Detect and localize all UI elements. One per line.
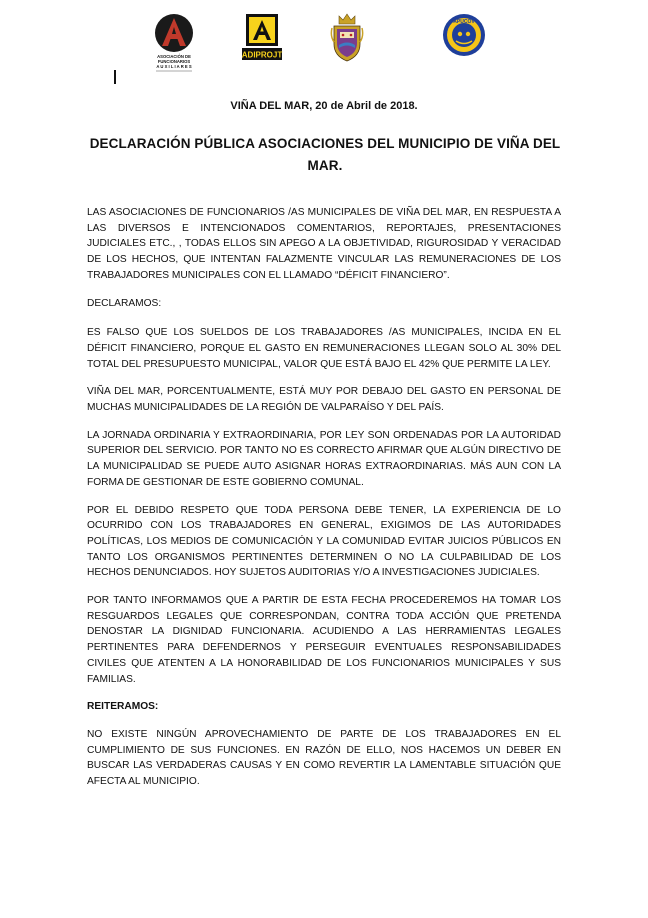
paragraph-jornada: LA JORNADA ORDINARIA Y EXTRAORDINARIA, POR LEY SON ORDENADAS POR LA AUTORIDAD SUPERIOR DEL SERVICIO. POR TANTO NO ES CORRECTO AFIRMAR QUE ALGÚN DIRECTIVO DE LA MUNICIPALIDAD SE PUEDE AUTO ASIGNAR HORAS EXTRAORDINARIAS. MÁS AUN CON LA FORMA DE GESTIONAR DE ESTE GOBIERNO COMUNAL. bbox=[87, 429, 561, 488]
text-cursor bbox=[114, 70, 116, 84]
logo-header bbox=[0, 12, 648, 78]
heading-declaramos: DECLARAMOS: bbox=[87, 297, 162, 309]
paragraph-conclusion: NO EXISTE NINGÚN APROVECHAMIENTO DE PARTE DE LOS TRABAJADORES EN EL CUMPLIMIENTO DE SUS FUNCIONES. EN RAZÓN DE ELLO, NOS HACEMOS UN DEBER EN BUSCAR LAS VERDADERAS CAUSAS Y EN COMO REVERTIR LA LAMENTABLE SITUACIÓN QUE AFECTA AL MUNICIPIO. bbox=[87, 728, 561, 788]
apucov-logo bbox=[442, 12, 486, 58]
document-body bbox=[87, 205, 561, 802]
adiproj-caption: ADIPROJT bbox=[241, 50, 283, 60]
paragraph-sueldos: ES FALSO QUE LOS SUELDOS DE LOS TRABAJADORES /AS MUNICIPALES, INCIDA EN EL DÉFICIT FINANCIERO, PORQUE EL GASTO EN REMUNERACIONES LLEGAN SOLO AL 30% DEL TOTAL DEL PRESUPUESTO MUNICIPAL, VALOR QUE ESTÁ BAJO EL 42% QUE PERMITE LA LEY. bbox=[87, 327, 561, 370]
asociacion-caption-line-1: ASOCIACIÓN DE bbox=[157, 54, 191, 59]
document-date: VIÑA DEL MAR, 20 de Abril de 2018. bbox=[230, 100, 418, 112]
document-title: DECLARACIÓN PÚBLICA ASOCIACIONES DEL MUNICIPIO DE VIÑA DEL MAR. bbox=[89, 136, 561, 173]
apucov-caption: APUCOV bbox=[453, 19, 475, 25]
paragraph-porcentual: VIÑA DEL MAR, PORCENTUALMENTE, ESTÁ MUY POR DEBAJO DEL GASTO EN PERSONAL DE MUCHAS MUNICIPALIDADES DE LA REGIÓN DE VALPARAÍSO Y DEL PAÍS. bbox=[87, 386, 561, 414]
heading-reiteramos: REITERAMOS: bbox=[87, 701, 159, 713]
paragraph-resguardos: POR TANTO INFORMAMOS QUE A PARTIR DE ESTA FECHA PROCEDEREMOS HA TOMAR LOS RESGUARDOS LEGALES QUE CORRESPONDAN, CONTRA TODA ACCIÓN QUE PRETENDA DENOSTAR LA DIGNIDAD FUNCIONARIA. ACUDIENDO A LAS HERRAMIENTAS LEGALES PERTINENTES PARA DEFENDERNOS Y PERSEGUIR EVENTUALES RESPONSABILIDADES CIVILES QUE ATENTEN A LA HONORABILIDAD DE LOS FUNCIONARIOS MUNICIPALES Y SUS FAMILIAS. bbox=[87, 595, 561, 685]
asociacion-caption-line-3: A U X I L I A R E S bbox=[156, 64, 192, 69]
coat-of-arms-icon bbox=[330, 12, 364, 64]
adiproj-logo bbox=[240, 12, 284, 62]
asociacion-caption-line-2: FUNCIONARIOS bbox=[157, 59, 191, 64]
paragraph-intro: LAS ASOCIACIONES DE FUNCIONARIOS /AS MUNICIPALES DE VIÑA DEL MAR, EN RESPUESTA A LAS DIVERSOS E INTENCIONADOS COMENTARIOS, REPORTAJES, PRESENTACIONES JUDICIALES ETC., , TODAS ELLOS SIN APEGO A LA OBJETIVIDAD, RIGUROSIDAD Y VERACIDAD DE LOS HECHOS, QUE INTENTAN FALAZMENTE VINCULAR LAS REMUNERACIONES DE LOS TRABAJADORES MUNICIPALES CON EL LLAMADO “DÉFICIT FINANCIERO”. bbox=[87, 207, 561, 281]
asociacion-funcionarios-logo bbox=[150, 12, 198, 74]
paragraph-respeto: POR EL DEBIDO RESPETO QUE TODA PERSONA DEBE TENER, LA EXPERIENCIA DE LO OCURRIDO CON LOS TRABAJADORES EN GENERAL, EXIGIMOS DE LAS AUTORIDADES POLÍTICAS, LOS MEDIOS DE COMUNICACIÓN Y LA COMUNIDAD EVITAR JUICIOS PÚBLICOS EN TANTO LOS ORGANISMOS PERTINENTES DETERMINEN O NO LA CULPABILIDAD DE LOS HECHOS DENUNCIADOS. HOY SUJETOS AUDITORIAS Y/O A INVESTIGACIONES JUDICIALES. bbox=[87, 504, 561, 579]
